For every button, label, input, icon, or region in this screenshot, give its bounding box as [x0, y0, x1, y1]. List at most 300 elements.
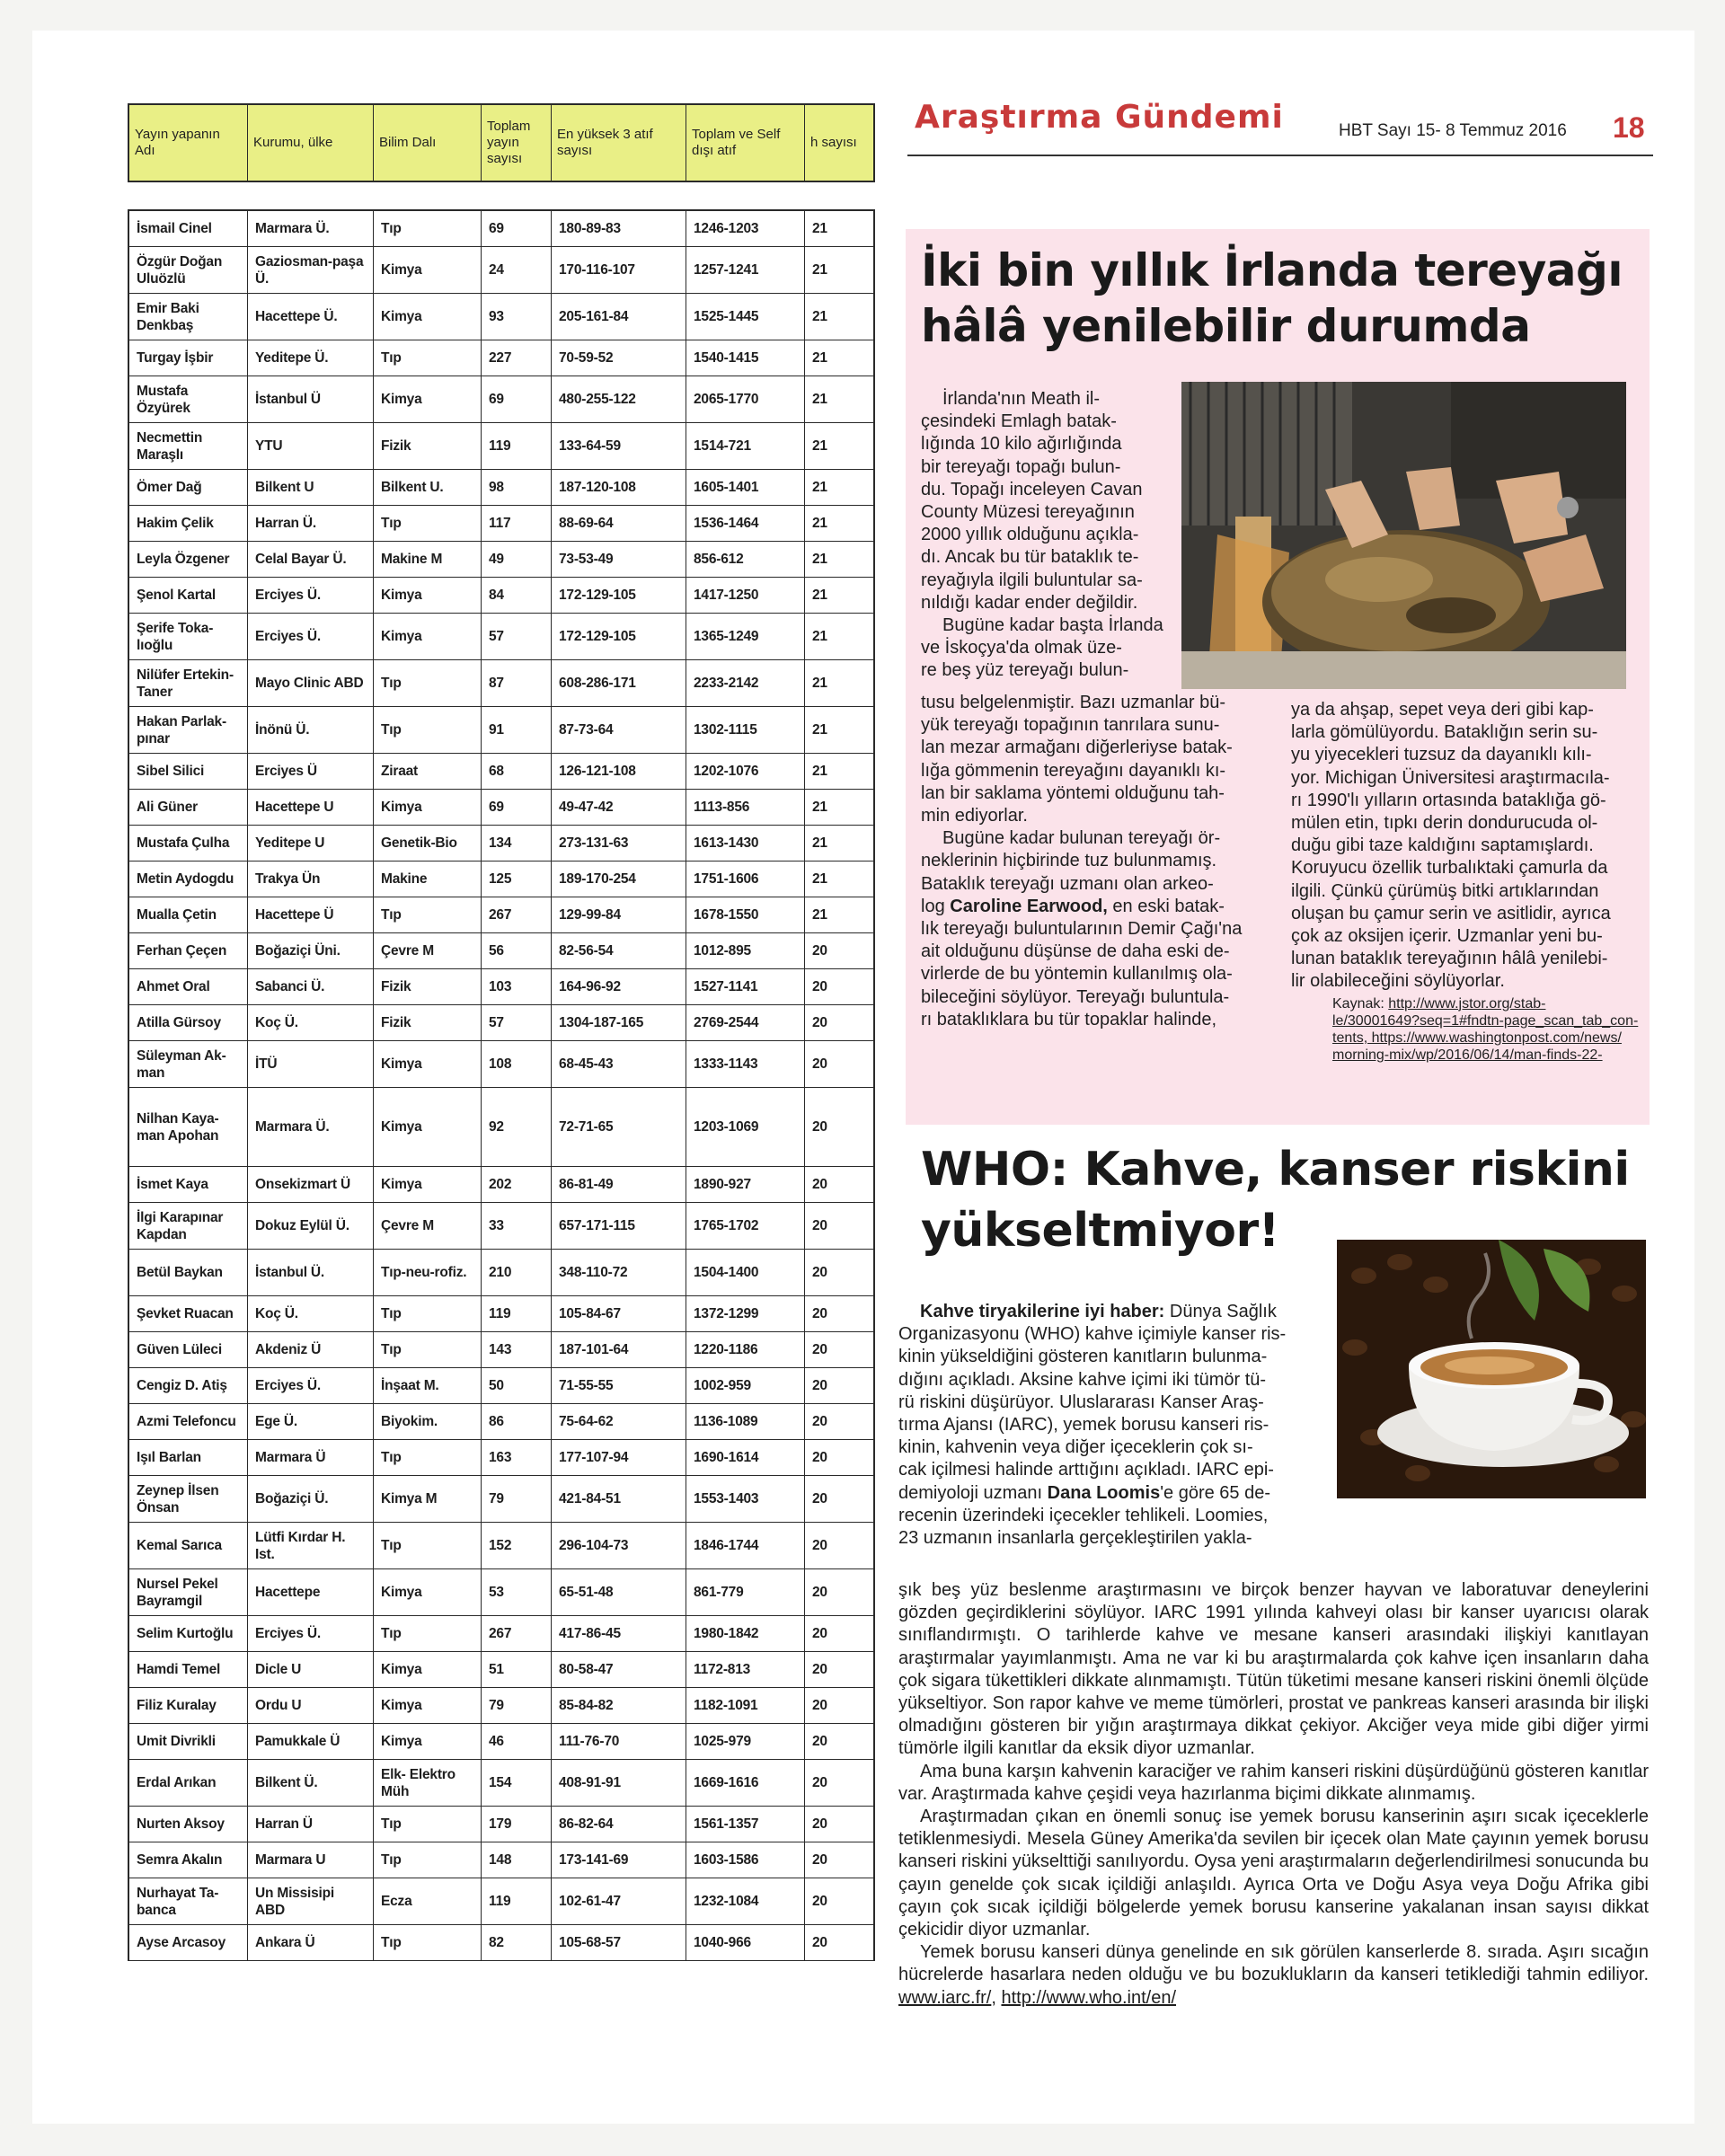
- table-cell: Tıp: [374, 1332, 482, 1367]
- table-cell: 408-91-91: [552, 1760, 686, 1806]
- table-cell: 65-51-48: [552, 1569, 686, 1615]
- table-cell: 21: [812, 871, 827, 887]
- table-cell: 21: [812, 221, 827, 236]
- table-cell: 608-286-171: [552, 660, 686, 706]
- coffee-para-4-text: Yemek borusu kanseri dünya genelinde en sık görülen kanserlerde 8. sırada. Aşırı sıcağın hücrelerde hasarlara neden olduğu ve bu bozuklukların da kanseri tetiklediği tahmin ediliyor.: [898, 1942, 1649, 1985]
- table-cell: İnşaat M.: [374, 1368, 482, 1403]
- table-cell: 33: [482, 1203, 552, 1249]
- text-line: cak içilmesi halinde arttığını açıkladı. IARC epi-: [898, 1460, 1274, 1480]
- table-cell: Erciyes Ü.: [248, 578, 374, 613]
- table-cell: Pamukkale Ü: [248, 1724, 374, 1759]
- table-cell: 73-53-49: [552, 542, 686, 577]
- table-cell: Bilkent U: [248, 470, 374, 505]
- coffee-loomis-line: [898, 1482, 1330, 1505]
- table-cell: 20: [812, 979, 827, 994]
- article-coffee-lead: [898, 1301, 1330, 1550]
- table-cell: 102-61-47: [552, 1878, 686, 1924]
- text-line: Organizasyonu (WHO) kahve içimiyle kanser ris-: [898, 1324, 1287, 1345]
- table-cell: Kimya: [374, 294, 482, 340]
- article-coffee-body: [898, 1579, 1649, 2010]
- table-cell: 24: [482, 247, 552, 293]
- table-cell: 1025-979: [686, 1724, 805, 1759]
- table-cell: 20: [812, 1015, 827, 1030]
- table-cell: Tıp: [374, 1296, 482, 1331]
- article-butter-col1-wide: [921, 692, 1280, 1031]
- table-cell: 417-86-45: [552, 1616, 686, 1651]
- table-cell: Yeditepe Ü.: [248, 340, 374, 376]
- issue-info: HBT Sayı 15- 8 Temmuz 2016: [1339, 121, 1567, 140]
- table-cell: 119: [482, 423, 552, 469]
- table-cell: 20: [812, 1218, 827, 1233]
- table-row: [129, 1807, 873, 1842]
- table-cell: 177-107-94: [552, 1440, 686, 1475]
- article-butter-col2: [1291, 699, 1646, 1064]
- table-cell: Harran Ü: [248, 1807, 374, 1842]
- text-line: virlerde de bu yöntemin kullanılmış ola-: [921, 964, 1233, 985]
- table-cell: 20: [812, 1626, 827, 1641]
- table-cell: 187-120-108: [552, 470, 686, 505]
- table-cell: Tıp: [374, 1807, 482, 1842]
- table-cell: 72-71-65: [552, 1088, 686, 1166]
- text-line: neklerinin hiçbirinde tuz bulunmamış.: [921, 851, 1217, 871]
- table-row: [129, 1878, 873, 1925]
- article-coffee-title: WHO: Kahve, kanser riskini yükseltmiyor!: [921, 1143, 1630, 1258]
- text-line: nıldığı kadar ender değildir.: [921, 592, 1138, 613]
- table-cell: Dokuz Eylül Ü.: [248, 1203, 374, 1249]
- table-row: [129, 1440, 873, 1476]
- table-row: [129, 376, 873, 423]
- table-cell: 657-171-115: [552, 1203, 686, 1249]
- table-row: [129, 1167, 873, 1203]
- table-cell: 1514-721: [686, 423, 805, 469]
- table-row: [129, 1005, 873, 1041]
- table-cell: 21: [812, 262, 827, 278]
- table-row: [129, 578, 873, 614]
- table-cell: Kimya: [374, 1652, 482, 1687]
- table-row: [129, 1368, 873, 1404]
- table-row: [129, 754, 873, 790]
- table-cell: Ferhan Çeçen: [129, 933, 248, 968]
- table-cell: Metin Aydogdu: [129, 862, 248, 897]
- table-cell: 82: [482, 1925, 552, 1960]
- table-cell: 296-104-73: [552, 1523, 686, 1568]
- table-cell: 1246-1203: [686, 211, 805, 246]
- source-link-2[interactable]: le/30001649?seq=1#fndtn-page_scan_tab_con-: [1332, 1012, 1639, 1029]
- table-cell: Tıp: [374, 1440, 482, 1475]
- coffee-photo: [1337, 1240, 1646, 1498]
- table-cell: Zeynep İlsen Önsan: [129, 1476, 248, 1522]
- table-cell: Gaziosman-paşa Ü.: [248, 247, 374, 293]
- coffee-lead-first: [898, 1301, 1330, 1323]
- text-line: rü riskini düşürüyor. Uluslararası Kanser Araş-: [898, 1392, 1264, 1412]
- table-cell: 1536-1464: [686, 506, 805, 541]
- table-cell: 134: [482, 826, 552, 861]
- table-cell: Necmettin Maraşlı: [129, 423, 248, 469]
- table-cell: Kimya: [374, 376, 482, 422]
- table-cell: 70-59-52: [552, 340, 686, 376]
- table-cell: Genetik-Bio: [374, 826, 482, 861]
- table-cell: Tıp: [374, 340, 482, 376]
- text-line: min ediyorlar.: [921, 806, 1028, 826]
- table-cell: Şerife Toka-lıoğlu: [129, 614, 248, 659]
- table-cell: 20: [812, 1491, 827, 1507]
- table-cell: 1846-1744: [686, 1523, 805, 1568]
- text-line: 2000 yıllık olduğunu açıkla-: [921, 525, 1139, 545]
- table-row: [129, 933, 873, 969]
- table-cell: Ege Ü.: [248, 1404, 374, 1439]
- table-cell: 91: [482, 707, 552, 753]
- table-row: [129, 1925, 873, 1961]
- table-cell: Tıp: [374, 897, 482, 932]
- table-cell: 1603-1586: [686, 1842, 805, 1878]
- table-cell: Biyokim.: [374, 1404, 482, 1439]
- table-cell: 86: [482, 1404, 552, 1439]
- table-cell: Hacettepe Ü.: [248, 294, 374, 340]
- table-cell: 21: [812, 629, 827, 644]
- table-row: [129, 211, 873, 247]
- table-row: [129, 542, 873, 578]
- table-cell: Kimya: [374, 1167, 482, 1202]
- table-cell: 133-64-59: [552, 423, 686, 469]
- text-line: lık tereyağı buluntularının Demir Çağı'na: [921, 919, 1243, 940]
- table-cell: 125: [482, 862, 552, 897]
- table-cell: 1540-1415: [686, 340, 805, 376]
- table-cell: Nurten Aksoy: [129, 1807, 248, 1842]
- table-cell: 57: [482, 1005, 552, 1040]
- table-cell: Umit Divrikli: [129, 1724, 248, 1759]
- table-cell: 1669-1616: [686, 1760, 805, 1806]
- source-link-1[interactable]: http://www.jstor.org/stab-: [1388, 995, 1546, 1012]
- table-row: [129, 506, 873, 542]
- table-cell: 49: [482, 542, 552, 577]
- table-cell: 21: [812, 480, 827, 495]
- table-cell: 20: [812, 1935, 827, 1950]
- table-cell: Sabanci Ü.: [248, 969, 374, 1004]
- table-cell: 21: [812, 835, 827, 851]
- table-row: [129, 1652, 873, 1688]
- table-cell: Celal Bayar Ü.: [248, 542, 374, 577]
- text-line: County Müzesi tereyağının: [921, 502, 1135, 523]
- table-cell: 148: [482, 1842, 552, 1878]
- who-link[interactable]: http://www.who.int/en/: [1001, 1987, 1177, 2008]
- table-cell: 1751-1606: [686, 862, 805, 897]
- table-cell: 1504-1400: [686, 1250, 805, 1295]
- table-cell: Işıl Barlan: [129, 1440, 248, 1475]
- table-cell: 21: [812, 438, 827, 454]
- table-cell: 21: [812, 392, 827, 407]
- coffee-lead-bold: Kahve tiryakilerine iyi haber:: [920, 1302, 1165, 1321]
- text-line: kinin yükseldiğini gösteren kanıtların bulunma-: [898, 1347, 1268, 1367]
- table-cell: 273-131-63: [552, 826, 686, 861]
- table-cell: 480-255-122: [552, 376, 686, 422]
- table-cell: Tıp: [374, 211, 482, 246]
- text-line: oluşan bu çamur serin ve asitlidir, ayrıca: [1291, 903, 1611, 923]
- text-line: lığında 10 kilo ağırlığında: [921, 434, 1122, 455]
- table-cell: 1202-1076: [686, 754, 805, 789]
- table-cell: 2065-1770: [686, 376, 805, 422]
- coffee-para-1: şık beş yüz beslenme araştırmasını ve birçok benzer hayvan ve laboratuvar deneylerini gözden geçirdiklerini söylüyor. IARC 1991 yılında kahveyi olası bir kanser uyarıcısı olarak sınıflandırmıştı. O tarihlerde kahve ve mesane kanseri arasındaki ilişkiyi kanıtlayan araştırmalar yayımlanmıştı. Ama ne var ki bu araştırmalarda çok kahve içen insanların daha çok sigara tükettikleri dikkate alınmamıştı. Tütün tüketimi mesane kanseri riskini önemli ölçüde yükseltiyor. Son rapor kahve ve meme tümörleri, prostat ve pankreas kanseri arasında bir ilişki olmadığını gösteren bir yığın araştırmaya dikkat çekiyor. Akciğer veya mide gibi diğer yirmi tümörle ilgili kanıtlar da eksik diyor uzmanlar.: [898, 1580, 1649, 1759]
- text-line: kinin, kahvenin veya diğer içeceklerin çok sı-: [898, 1437, 1253, 1458]
- coffee-para-2: Ama buna karşın kahvenin karaciğer ve rahim kanseri riskini düşürdüğünü gösteren kanıtlar var. Araştırmada kahve çeşidi veya hazırlanma biçimi dikkate alınmamış.: [898, 1761, 1649, 1804]
- section-brand: Araştırma Gündemi: [915, 99, 1284, 136]
- butter-photo-illustration: [1181, 382, 1626, 689]
- table-row: [129, 826, 873, 862]
- table-cell: 20: [812, 1119, 827, 1135]
- source-link-4[interactable]: morning-mix/wp/2016/06/14/man-finds-22-: [1332, 1047, 1603, 1063]
- table-cell: Tıp: [374, 1842, 482, 1878]
- table-cell: Nilhan Kaya-man Apohan: [129, 1088, 248, 1166]
- table-cell: 1172-813: [686, 1652, 805, 1687]
- table-cell: Un Missisipi ABD: [248, 1878, 374, 1924]
- table-cell: 227: [482, 340, 552, 376]
- table-cell: Kimya: [374, 578, 482, 613]
- table-cell: 21: [812, 350, 827, 366]
- table-cell: 267: [482, 1616, 552, 1651]
- text-line: lığa gömmenin tereyağını dayanıklı kı-: [921, 760, 1226, 781]
- table-cell: 202: [482, 1167, 552, 1202]
- table-cell: Erciyes Ü.: [248, 1616, 374, 1651]
- table-cell: Nilüfer Ertekin-Taner: [129, 660, 248, 706]
- table-cell: Kimya: [374, 790, 482, 825]
- table-cell: 57: [482, 614, 552, 659]
- table-cell: 20: [812, 1265, 827, 1280]
- table-cell: Tıp: [374, 707, 482, 753]
- table-cell: 172-129-105: [552, 614, 686, 659]
- table-cell: 82-56-54: [552, 933, 686, 968]
- table-row: [129, 1404, 873, 1440]
- table-cell: Hacettepe U: [248, 790, 374, 825]
- table-cell: 1678-1550: [686, 897, 805, 932]
- table-header-cell: Yayın yapanın Adı: [129, 105, 248, 181]
- table-cell: Erciyes Ü.: [248, 1368, 374, 1403]
- table-row: [129, 1842, 873, 1878]
- table-cell: Tıp: [374, 1925, 482, 1960]
- text-line: bir tereyağı topağı bulun-: [921, 456, 1121, 477]
- table-cell: 87: [482, 660, 552, 706]
- table-cell: Mualla Çetin: [129, 897, 248, 932]
- table-cell: Kimya: [374, 1088, 482, 1166]
- table-row: [129, 897, 873, 933]
- table-cell: 205-161-84: [552, 294, 686, 340]
- table-row: [129, 470, 873, 506]
- table-cell: Koç Ü.: [248, 1005, 374, 1040]
- table-cell: Süleyman Ak-man: [129, 1041, 248, 1087]
- table-cell: Kimya: [374, 1569, 482, 1615]
- text-line: Koruyucu özellik turbalıktaki çamurla da: [1291, 858, 1608, 879]
- table-cell: 92: [482, 1088, 552, 1166]
- table-header-cell: Kurumu, ülke: [248, 105, 374, 181]
- text-line: lunan bataklık tereyağının hâlâ yenilebi-: [1291, 949, 1608, 969]
- table-cell: 1220-1186: [686, 1332, 805, 1367]
- table-cell: 1605-1401: [686, 470, 805, 505]
- table-cell: 1980-1842: [686, 1616, 805, 1651]
- text-line: tusu belgelenmiştir. Bazı uzmanlar bü-: [921, 693, 1226, 712]
- table-cell: 210: [482, 1250, 552, 1295]
- coffee-photo-illustration: [1337, 1240, 1646, 1498]
- table-cell: 69: [482, 790, 552, 825]
- table-cell: 348-110-72: [552, 1250, 686, 1295]
- table-row: [129, 660, 873, 707]
- text-line: yu yiyecekleri tuzsuz da dayanıklı kılı-: [1291, 745, 1592, 765]
- coffee-para-3: Araştırmadan çıkan en önemli sonuç ise yemek borusu kanserinin aşırı sıcak içeceklerle tetiklenmesiydi. Mesela Güney Amerika'da sevilen bir içecek olan Mate çayının yemek borusu kanseri riskini yükselttiği sanılıyordu. Oysa yeni araştırmaların değerlendirilmesi sonucunda bu çayın genelde çok sıcak içildiği anlaşıldı. Ayrıca Orta ve Doğu Asya veya Doğu Afrika gibi çayın çok sıcak içildiği bölgelerde yemek borusu kanserine yakalanan insan sayısı dikkat çekicidir diyor uzmanlar.: [898, 1807, 1649, 1940]
- table-row: [129, 862, 873, 897]
- table-row: [129, 1476, 873, 1523]
- table-cell: 21: [812, 676, 827, 691]
- table-row: [129, 294, 873, 340]
- table-cell: Tıp: [374, 506, 482, 541]
- table-cell: 1002-959: [686, 1368, 805, 1403]
- table-row: [129, 790, 873, 826]
- table-cell: Şevket Ruacan: [129, 1296, 248, 1331]
- table-row: [129, 1760, 873, 1807]
- coffee-lead-tail: [898, 1505, 1330, 1550]
- table-cell: 1040-966: [686, 1925, 805, 1960]
- table-cell: Fizik: [374, 423, 482, 469]
- table-cell: YTU: [248, 423, 374, 469]
- link-separator: ,: [991, 1987, 1002, 2008]
- text-line: lir olabileceğini söylüyorlar.: [1291, 971, 1505, 992]
- table-cell: Ahmet Oral: [129, 969, 248, 1004]
- table-cell: 75-64-62: [552, 1404, 686, 1439]
- article-butter-col1-lines: [921, 388, 1190, 683]
- text-line: re beş yüz tereyağı bulun-: [921, 660, 1129, 681]
- table-cell: 1333-1143: [686, 1041, 805, 1087]
- table-cell: 68: [482, 754, 552, 789]
- source-link-3[interactable]: tents, https://www.washingtonpost.com/news/: [1332, 1029, 1622, 1046]
- table-cell: Ankara Ü: [248, 1925, 374, 1960]
- article-butter-source: [1291, 995, 1646, 1064]
- table-cell: 173-141-69: [552, 1842, 686, 1878]
- table-cell: Mustafa Çulha: [129, 826, 248, 861]
- table-cell: Çevre M: [374, 1203, 482, 1249]
- table-row: [129, 1203, 873, 1250]
- table-cell: Marmara Ü.: [248, 211, 374, 246]
- table-header-cell: Bilim Dalı: [374, 105, 482, 181]
- table-cell: 79: [482, 1476, 552, 1522]
- table-cell: Cengiz D. Atiş: [129, 1368, 248, 1403]
- text-line: rı 1990'lı yılların ortasında bataklığa gö-: [1291, 790, 1606, 810]
- table-cell: İstanbul Ü.: [248, 1250, 374, 1295]
- table-body: [128, 209, 875, 1961]
- text-line: ilgili. Çünkü çürümüş bitki artıklarından: [1291, 880, 1599, 901]
- table-cell: Erdal Arıkan: [129, 1760, 248, 1806]
- table-cell: Atilla Gürsoy: [129, 1005, 248, 1040]
- table-cell: Onsekizmart Ü: [248, 1167, 374, 1202]
- table-cell: 1182-1091: [686, 1688, 805, 1723]
- table-cell: 86-82-64: [552, 1807, 686, 1842]
- table-cell: 20: [812, 1734, 827, 1749]
- header-rule: [907, 155, 1653, 156]
- table-cell: Şenol Kartal: [129, 578, 248, 613]
- table-cell: Turgay İşbir: [129, 340, 248, 376]
- table-cell: 421-84-51: [552, 1476, 686, 1522]
- table-cell: Ziraat: [374, 754, 482, 789]
- table-cell: 20: [812, 943, 827, 959]
- table-cell: 20: [812, 1177, 827, 1192]
- table-cell: 20: [812, 1342, 827, 1357]
- table-cell: 71-55-55: [552, 1368, 686, 1403]
- text-line: larla gömülüyordu. Bataklığın serin su-: [1291, 722, 1598, 743]
- table-cell: Ordu U: [248, 1688, 374, 1723]
- table-cell: 1890-927: [686, 1167, 805, 1202]
- table-cell: İsmail Cinel: [129, 211, 248, 246]
- table-cell: 87-73-64: [552, 707, 686, 753]
- table-cell: 21: [812, 907, 827, 923]
- page-number: 18: [1613, 111, 1645, 144]
- table-cell: 20: [812, 1056, 827, 1072]
- table-cell: Erciyes Ü.: [248, 614, 374, 659]
- iarc-link[interactable]: www.iarc.fr/: [898, 1987, 992, 2008]
- table-cell: 1136-1089: [686, 1404, 805, 1439]
- text-line: lan mezar armağanı diğerleriyse batak-: [921, 738, 1233, 758]
- table-cell: 1553-1403: [686, 1476, 805, 1522]
- table-row: [129, 1088, 873, 1167]
- source-label: Kaynak:: [1332, 995, 1389, 1012]
- table-cell: 2769-2544: [686, 1005, 805, 1040]
- table-header-row: [128, 103, 875, 182]
- table-cell: Nursel Pekel Bayramgil: [129, 1569, 248, 1615]
- table-cell: Leyla Özgener: [129, 542, 248, 577]
- text-line: Bugüne kadar başta İrlanda: [942, 615, 1163, 636]
- table-row: [129, 1569, 873, 1616]
- table-cell: 20: [812, 1775, 827, 1790]
- table-cell: 861-779: [686, 1569, 805, 1615]
- table-cell: Tıp: [374, 1523, 482, 1568]
- article-butter-col2-lines: [1291, 699, 1646, 994]
- table-cell: Hakan Parlak-pınar: [129, 707, 248, 753]
- table-cell: 172-129-105: [552, 578, 686, 613]
- coffee-para-4: [898, 1941, 1649, 2010]
- table-cell: 56: [482, 933, 552, 968]
- table-cell: 21: [812, 516, 827, 531]
- table-cell: Güven Lüleci: [129, 1332, 248, 1367]
- table-cell: 21: [812, 588, 827, 603]
- table-cell: Ömer Dağ: [129, 470, 248, 505]
- table-cell: 267: [482, 897, 552, 932]
- table-cell: 80-58-47: [552, 1652, 686, 1687]
- table-cell: Kimya: [374, 1724, 482, 1759]
- table-cell: Marmara Ü.: [248, 1088, 374, 1166]
- table-cell: 117: [482, 506, 552, 541]
- table-cell: Tıp: [374, 1616, 482, 1651]
- table-header-cell: En yüksek 3 atıf sayısı: [552, 105, 686, 181]
- table-row: [129, 614, 873, 660]
- table-cell: Çevre M: [374, 933, 482, 968]
- text-line: ya da ahşap, sepet veya deri gibi kap-: [1291, 700, 1594, 720]
- table-cell: 143: [482, 1332, 552, 1367]
- table-cell: Filiz Kuralay: [129, 1688, 248, 1723]
- text-line: Bataklık tereyağı uzmanı olan arkeo-: [921, 873, 1214, 894]
- table-cell: 21: [812, 552, 827, 567]
- table-cell: Ecza: [374, 1878, 482, 1924]
- table-cell: Elk- Elektro Müh: [374, 1760, 482, 1806]
- table-cell: 68-45-43: [552, 1041, 686, 1087]
- table-row: [129, 1296, 873, 1332]
- text-line: duğu gibi taze kaldığını saptamışlardı.: [1291, 835, 1594, 856]
- table-header-cell: h sayısı: [810, 135, 857, 150]
- table-row: [129, 1041, 873, 1088]
- coffee-lead-lines: [898, 1323, 1330, 1481]
- table-cell: Semra Akalın: [129, 1842, 248, 1878]
- earwood-pre: log: [921, 896, 951, 916]
- table-cell: 1372-1299: [686, 1296, 805, 1331]
- table-cell: Makine M: [374, 542, 482, 577]
- table-row: [129, 1688, 873, 1724]
- loomis-name: Dana Loomis: [1047, 1482, 1161, 1503]
- table-cell: 1302-1115: [686, 707, 805, 753]
- table-cell: Harran Ü.: [248, 506, 374, 541]
- table-cell: Özgür Doğan Uluözlü: [129, 247, 248, 293]
